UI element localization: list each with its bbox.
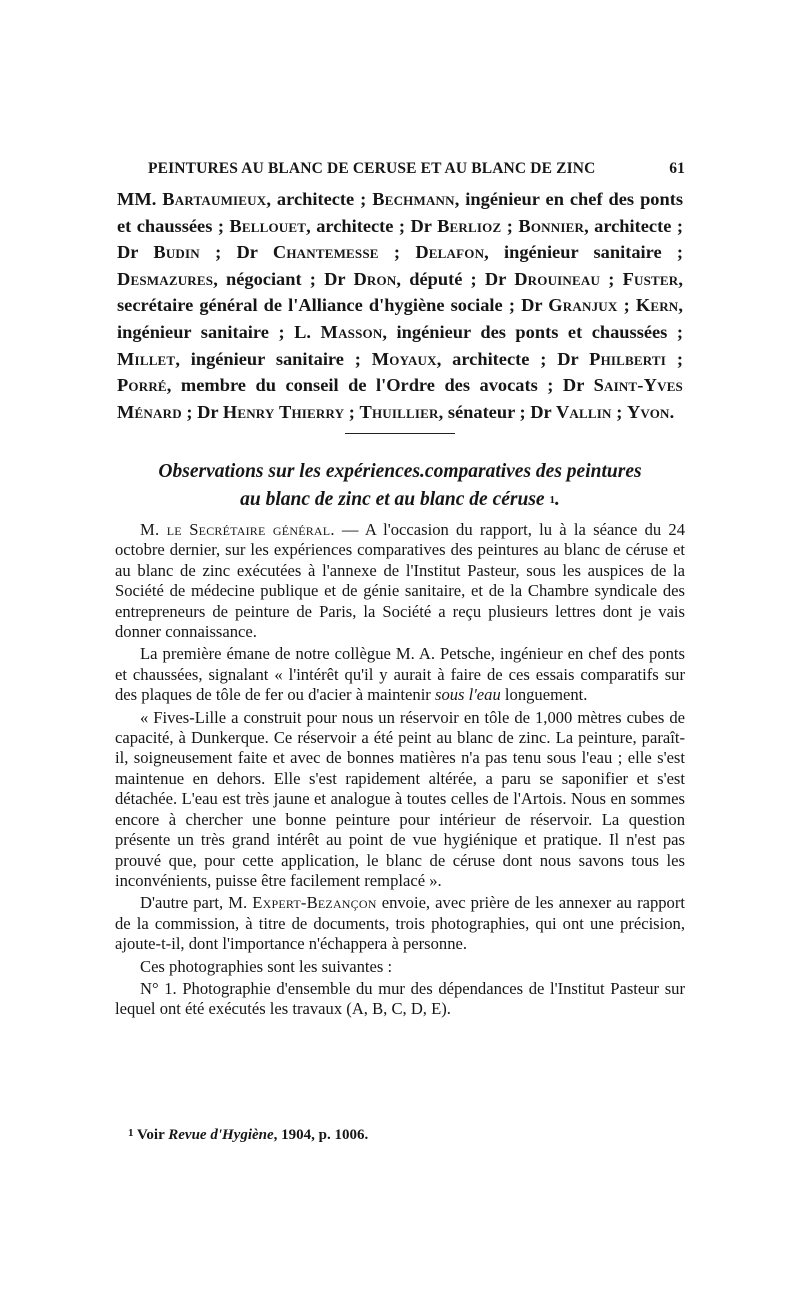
section-title [110,458,690,514]
member-text: , député ; Dr [396,268,515,289]
section-title-line1: Observations sur les expériences.comparatives des peintures [158,461,642,482]
member-name: Masson [320,321,383,342]
paragraph [115,979,685,1020]
paragraph [115,957,685,977]
member-name: Saint-Yves Ménard [117,375,683,422]
member-name: Delafon [415,242,485,263]
member-text: ; Dr [199,242,273,263]
paragraph-text: envoie, avec prière de les annexer au rapport de la commission, à titre de documents, trois photographies, qui ont une précision, ajoute-t-il, dont l'importance n'échappera à personne. [115,893,685,954]
article-body [115,520,685,1020]
footnote-suffix: , 1904, p. 1006. [273,1127,369,1143]
member-name: Porré [117,375,167,396]
paragraph-text: N° 1. Photographie d'ensemble du mur des dépendances de l'Institut Pasteur sur lequel ont été exécutés les travaux (A, B, C, D, E). [115,978,685,1019]
member-text: , négociant ; Dr [213,268,354,289]
member-name: Millet [117,348,176,369]
member-text: , architecte ; Dr [306,215,438,236]
person-name: Expert-Bezançon [252,893,377,913]
running-title: PEINTURES AU BLANC DE CERUSE ET AU BLANC DE ZINC [148,160,596,177]
member-name: Vallin [555,401,612,422]
member-text: , membre du conseil de l'Ordre des avocats ; Dr [166,375,594,396]
member-name: Berlioz [437,215,502,236]
paragraph-text: « Fives-Lille a construit pour nous un réservoir en tôle de 1,000 mètres cubes de capacité, à Dunkerque. Ce réservoir a été peint au blanc de zinc. La peinture, paraît-il, soigneusement faite et avec de bonnes matières n'a pas tenu sous l'eau ; elle s'est maintenue en dehors. Elle s'est rapidement altérée, a paru se saponifier et s'est détachée. L'eau est très jaune et analogue à toutes celles de l'Artois. Nous en sommes encore à chercher une bonne peinture pour intérieur de réservoir. La question présente un très grand intérêt au point de vue hygiénique et pratique. Il n'est pas prouvé que, pour cette application, le blanc de céruse dont nous savons tous les inconvénients, puisse être facilement remplacé ». [115,707,685,890]
section-title-line2: au blanc de zinc et au blanc de céruse [240,489,545,510]
member-name: Dron [353,268,397,289]
member-text: ; [617,295,636,316]
member-text: ; [501,215,519,236]
member-name: Kern [635,295,679,316]
paragraph-text: — A l'occasion du rapport, lu à la séance du 24 octobre dernier, sur les expériences comparatives des peintures au blanc de céruse et au blanc de zinc exécutées à l'annexe de l'Institut Pasteur, sous les auspices de la Société de médecine publique et de génie sanitaire, et de la Chambre syndicale des entrepreneurs de peinture de Paris, la Société a reçu plusieurs lettres dont je vais donner connaissance. [115,520,685,642]
footnote [128,1127,668,1144]
running-header [148,160,685,178]
member-name: Fuster [622,268,679,289]
member-name: Bechmann [372,189,455,209]
paragraph-text: D'autre part, M. [140,893,253,913]
member-text: , ingénieur des ponts et chaussées ; [382,321,683,342]
quoted-paragraph [115,708,685,892]
member-name: Budin [153,242,200,263]
member-name: Thuillier [359,401,439,422]
member-text: ; [378,242,416,263]
member-text: , architecte ; Dr [117,215,683,263]
member-text: , architecte ; Dr [436,348,590,369]
member-text: ; Dr [181,401,223,422]
member-name: Yvon [626,401,670,422]
member-text: ; [344,401,360,422]
member-text: , ingénieur en chef des ponts et chaussées ; [117,189,683,236]
section-divider [345,433,455,434]
emphasis-text: sous l'eau [434,685,501,705]
member-text: , sénateur ; Dr [438,401,556,422]
commission-members-list [117,186,683,425]
member-text: , ingénieur sanitaire ; [175,348,372,369]
member-name: Desmazures [117,268,214,289]
page-number: 61 [669,160,685,177]
paragraph-text: Ces photographies sont les suivantes : [140,956,393,976]
member-name: Granjux [548,295,618,316]
member-text: , ingénieur sanitaire ; [484,242,684,263]
journal-title: Revue d'Hygiène [168,1127,274,1143]
paragraph [115,520,685,642]
member-text: ; [600,268,623,289]
member-name: Bellouet [229,215,307,236]
paragraph-text: longuement. [500,685,588,705]
member-name: Bonnier [518,215,585,236]
footnote-prefix: Voir [133,1127,169,1143]
paragraph [115,644,685,705]
footnote-mark: 1 [128,1127,134,1139]
member-name: Chantemesse [272,242,379,263]
member-name: Bartaumieux [162,189,267,209]
member-text: , secrétaire général de l'Alliance d'hygiène sociale ; Dr [117,268,683,316]
paragraph-text: La première émane de notre collègue M. A. Petsche, ingénieur en chef des ponts et chaussées, signalant « l'intérêt qu'il y aurait à faire de ces essais comparatifs sur des plaques de tôle de fer ou d'acier à maintenir [115,644,685,705]
member-text: . [669,401,675,422]
member-text: ; [666,348,683,369]
members-prefix: MM. [117,189,163,209]
member-text: , ingénieur sanitaire ; L. [117,295,683,342]
member-name: Henry Thierry [222,401,345,422]
member-text: , architecte ; [266,189,373,209]
footnote-reference: 1 [549,494,555,506]
member-text: ; [611,401,627,422]
paragraph [115,893,685,954]
speaker-name: M. le Secrétaire général. [140,520,335,539]
member-name: Drouineau [514,268,601,289]
member-name: Moyaux [371,348,437,369]
member-name: Philberti [589,348,667,369]
section-title-end: . [554,489,560,510]
